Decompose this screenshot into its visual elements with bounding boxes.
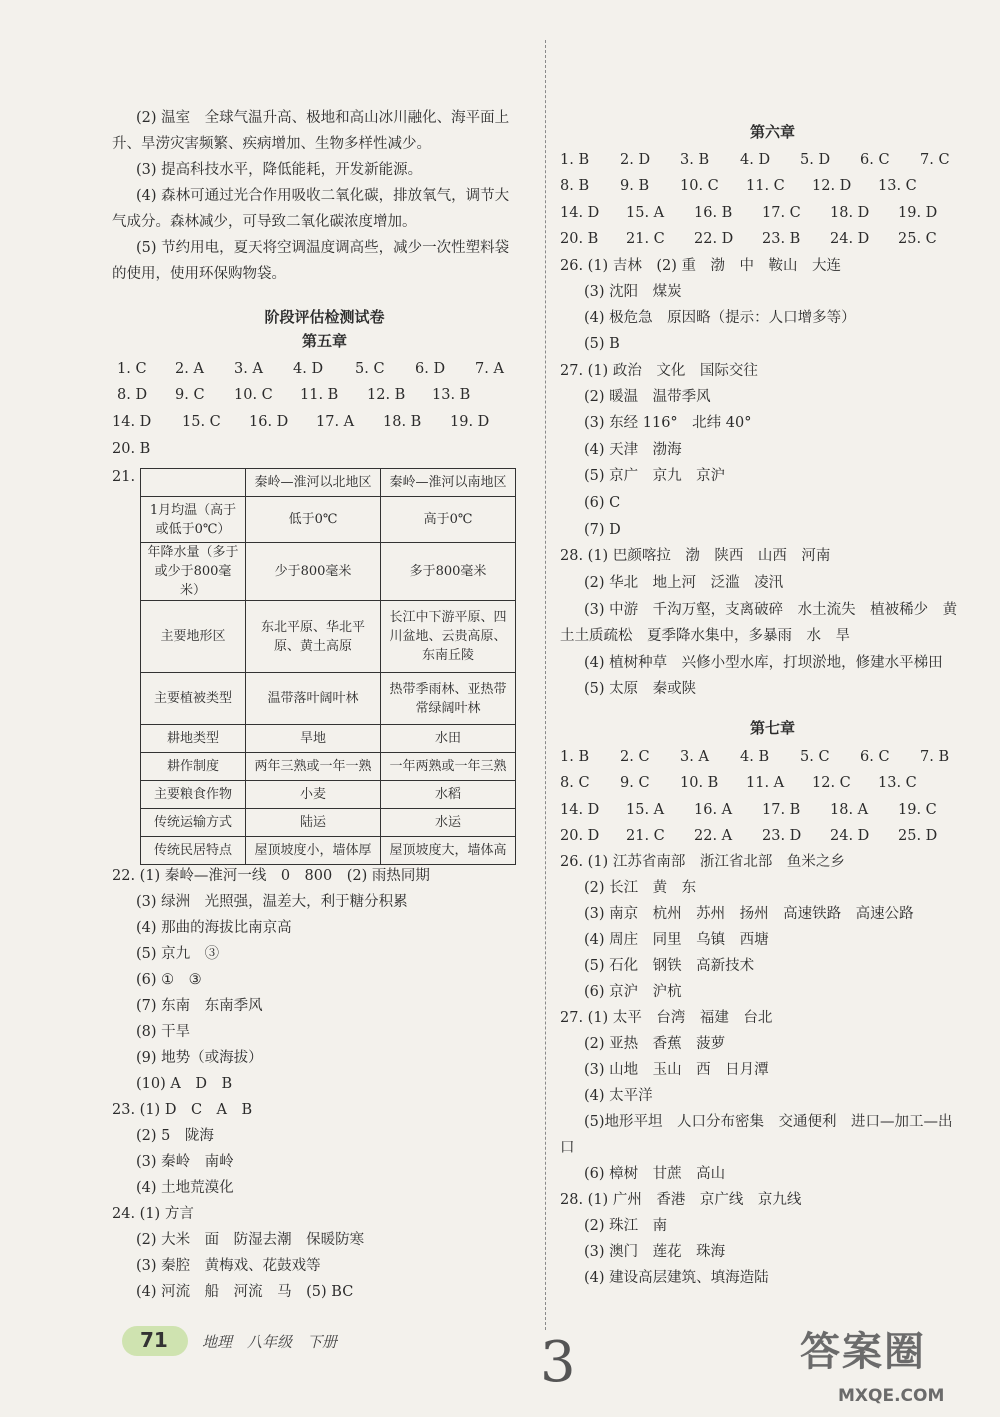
answer-line: (5) 节约用电，夏天将空调温度调高些，减少一次性塑料袋 [136, 240, 510, 256]
answer-line: (6) ① ③ [136, 972, 202, 988]
mc-answer: 19. C [898, 802, 937, 818]
mc-answer: 25. D [898, 828, 938, 844]
table-row [141, 837, 516, 865]
page-number: 71 [140, 1328, 168, 1352]
table-cell: 少于800毫米 [246, 543, 381, 601]
mc-answer: 22. D [694, 231, 734, 247]
answer-line: 气成分。森林减少，可导致二氧化碳浓度增加。 [112, 214, 417, 230]
table-cell: 秦岭—淮河以南地区 [381, 469, 516, 497]
answer-line: (3) 秦腔 黄梅戏、花鼓戏等 [136, 1258, 321, 1274]
table-cell: 热带季雨林、亚热带常绿阔叶林 [381, 673, 516, 725]
mc-answer: 22. A [694, 828, 733, 844]
answer-line: 26. (1) 吉林 (2) 重 渤 中 鞍山 大连 [560, 258, 841, 274]
mc-answer: 24. D [830, 231, 870, 247]
mc-answer: 20. D [560, 828, 600, 844]
mc-answer: 20. B [112, 441, 151, 457]
mc-answer: 9. B [620, 178, 650, 194]
answer-line: (5)地形平坦 人口分布密集 交通便利 进口—加工—出 [584, 1114, 953, 1130]
answer-line: (4) 植树种草 兴修小型水库，打坝淤地，修建水平梯田 [584, 655, 943, 671]
table-cell: 1月均温（高于或低于0℃） [141, 497, 246, 543]
answer-line: (4) 土地荒漠化 [136, 1180, 234, 1196]
mc-answer: 2. C [620, 749, 650, 765]
mc-answer: 9. C [620, 775, 650, 791]
answer-line: 升、旱涝灾害频繁、疾病增加、生物多样性减少。 [112, 136, 431, 152]
mc-answer: 18. A [830, 802, 869, 818]
mc-answer: 14. D [112, 414, 152, 430]
answer-line: (9) 地势（或海拔） [136, 1050, 263, 1066]
answer-line: (3) 东经 116° 北纬 40° [584, 415, 752, 431]
mc-answer: 5. D [800, 152, 831, 168]
answer-line: 27. (1) 政治 文化 国际交往 [560, 363, 758, 379]
answer-line: (4) 那曲的海拔比南京高 [136, 920, 292, 936]
answer-line: (2) 温室 全球气温升高、极地和高山冰川融化、海平面上 [136, 110, 510, 126]
mc-answer: 5. C [355, 361, 385, 377]
mc-answer: 11. C [746, 178, 785, 194]
answer-line: (5) B [584, 336, 620, 352]
answer-line: (3) 澳门 莲花 珠海 [584, 1244, 726, 1260]
answer-line: (2) 华北 地上河 泛滥 凌汛 [584, 575, 784, 591]
mc-answer: 20. B [560, 231, 599, 247]
table-header-row [141, 469, 516, 497]
answer-line: (10) A D B [136, 1076, 233, 1092]
answer-line: 27. (1) 太平 台湾 福建 台北 [560, 1010, 773, 1026]
answer-line: 土土质疏松 夏季降水集中，多暴雨 水 旱 [560, 628, 850, 644]
table-cell: 水运 [381, 809, 516, 837]
answer-line: (2) 长江 黄 东 [584, 880, 697, 896]
answer-line: (2) 亚热 香蕉 菠萝 [584, 1036, 726, 1052]
mc-answer: 12. B [367, 387, 406, 403]
mc-answer: 1. C [117, 361, 147, 377]
table-cell: 主要地形区 [141, 601, 246, 673]
mc-answer: 5. C [800, 749, 830, 765]
mc-answer: 3. A [680, 749, 709, 765]
answer-line: (2) 5 陇海 [136, 1128, 214, 1144]
mc-answer: 18. B [383, 414, 422, 430]
mc-answer: 2. A [175, 361, 204, 377]
answer-line: (3) 山地 玉山 西 日月潭 [584, 1062, 769, 1078]
book-subject: 地理 八年级 下册 [202, 1333, 338, 1351]
answer-line: (6) C [584, 495, 621, 511]
answer-line: (2) 珠江 南 [584, 1218, 668, 1234]
answer-line: (4) 极危急 原因略（提示：人口增多等） [584, 310, 856, 326]
mc-answer: 4. D [293, 361, 324, 377]
table-cell: 主要粮食作物 [141, 781, 246, 809]
mc-answer: 10. C [680, 178, 719, 194]
table-cell: 小麦 [246, 781, 381, 809]
mc-answer: 16. B [694, 205, 733, 221]
table-row [141, 725, 516, 753]
table-cell: 耕地类型 [141, 725, 246, 753]
answer-line: (4) 太平洋 [584, 1088, 653, 1104]
mc-answer: 11. B [300, 387, 339, 403]
table-cell: 陆运 [246, 809, 381, 837]
table-row [141, 543, 516, 601]
answer-line: 的使用，使用环保购物袋。 [112, 266, 286, 282]
table-cell: 一年两熟或一年三熟 [381, 753, 516, 781]
mc-answer: 8. D [117, 387, 148, 403]
table-cell: 传统运输方式 [141, 809, 246, 837]
mc-answer: 13. B [432, 387, 471, 403]
answer-line: (6) 樟树 甘蔗 高山 [584, 1166, 726, 1182]
mc-answer: 4. D [740, 152, 771, 168]
table-row [141, 753, 516, 781]
answer-line: (3) 中游 千沟万壑，支离破碎 水土流失 植被稀少 黄 [584, 602, 958, 618]
table-cell: 耕作制度 [141, 753, 246, 781]
handwritten-mark: 3 [540, 1330, 576, 1395]
table-cell: 水田 [381, 725, 516, 753]
answer-line: (3) 绿洲 光照强，温差大，利于糖分积累 [136, 894, 408, 910]
section-title: 阶段评估检测试卷 [264, 308, 385, 326]
answer-line: (3) 南京 杭州 苏州 扬州 高速铁路 高速公路 [584, 906, 914, 922]
table-cell: 旱地 [246, 725, 381, 753]
mc-answer: 15. A [626, 205, 665, 221]
mc-answer: 14. D [560, 802, 600, 818]
mc-answer: 10. C [234, 387, 273, 403]
answer-line: (6) 京沪 沪杭 [584, 984, 682, 1000]
table-cell: 长江中下游平原、四川盆地、云贵高原、东南丘陵 [381, 601, 516, 673]
mc-answer: 21. C [626, 231, 665, 247]
answer-line: 28. (1) 巴颜喀拉 渤 陕西 山西 河南 [560, 548, 831, 564]
table-cell: 高于0℃ [381, 497, 516, 543]
answer-line: (2) 大米 面 防湿去潮 保暖防寒 [136, 1232, 365, 1248]
mc-answer: 23. D [762, 828, 802, 844]
answer-line: (7) D [584, 522, 621, 538]
mc-answer: 10. B [680, 775, 719, 791]
mc-answer: 6. C [860, 152, 890, 168]
mc-answer: 3. B [680, 152, 710, 168]
mc-answer: 13. C [878, 178, 917, 194]
table-cell: 屋顶坡度大，墙体高 [381, 837, 516, 865]
mc-answer: 13. C [878, 775, 917, 791]
answer-line: 28. (1) 广州 香港 京广线 京九线 [560, 1192, 802, 1208]
mc-answer: 15. C [182, 414, 221, 430]
answer-line: (7) 东南 东南季风 [136, 998, 263, 1014]
table-row [141, 673, 516, 725]
mc-answer: 21. C [626, 828, 665, 844]
mc-answer: 17. C [762, 205, 801, 221]
table-cell: 主要植被类型 [141, 673, 246, 725]
answer-line: (5) 京广 京九 京沪 [584, 468, 726, 484]
mc-answer: 15. A [626, 802, 665, 818]
table-cell: 温带落叶阔叶林 [246, 673, 381, 725]
mc-answer: 4. B [740, 749, 770, 765]
mc-answer: 17. B [762, 802, 801, 818]
mc-answer: 1. B [560, 152, 590, 168]
answer-line: 口 [560, 1140, 575, 1156]
mc-answer: 7. B [920, 749, 950, 765]
answer-line: (2) 暖温 温带季风 [584, 389, 711, 405]
answer-line: (3) 秦岭 南岭 [136, 1154, 234, 1170]
table-cell: 秦岭—淮河以北地区 [246, 469, 381, 497]
table-cell [141, 469, 246, 497]
mc-answer: 16. D [249, 414, 289, 430]
mc-answer: 16. A [694, 802, 733, 818]
mc-answer: 7. A [475, 361, 504, 377]
answer-line: (3) 沈阳 煤炭 [584, 284, 682, 300]
chapter-title: 第五章 [301, 332, 347, 350]
mc-answer: 1. B [560, 749, 590, 765]
table-cell: 水稻 [381, 781, 516, 809]
table-row [141, 497, 516, 543]
answer-line: (3) 提高科技水平，降低能耗，开发新能源。 [136, 162, 423, 178]
answer-line: (5) 石化 钢铁 高新技术 [584, 958, 755, 974]
table-row [141, 781, 516, 809]
answer-line: (4) 河流 船 河流 马 (5) BC [136, 1284, 354, 1300]
chapter-title: 第七章 [749, 719, 795, 737]
question-number: 21. [112, 469, 136, 485]
answer-line: (8) 干旱 [136, 1024, 191, 1040]
table-cell: 东北平原、华北平原、黄土高原 [246, 601, 381, 673]
watermark-url: MXQE.COM [838, 1386, 945, 1406]
mc-answer: 2. D [620, 152, 651, 168]
mc-answer: 17. A [316, 414, 355, 430]
mc-answer: 19. D [898, 205, 938, 221]
mc-answer: 24. D [830, 828, 870, 844]
answer-line: (4) 天津 渤海 [584, 442, 682, 458]
mc-answer: 3. A [234, 361, 263, 377]
mc-answer: 25. C [898, 231, 937, 247]
answer-line: (4) 周庄 同里 乌镇 西塘 [584, 932, 769, 948]
mc-answer: 14. D [560, 205, 600, 221]
mc-answer: 12. C [812, 775, 851, 791]
mc-answer: 18. D [830, 205, 870, 221]
table-cell: 两年三熟或一年一熟 [246, 753, 381, 781]
mc-answer: 7. C [920, 152, 950, 168]
mc-answer: 12. D [812, 178, 852, 194]
answer-line: (4) 建设高层建筑、填海造陆 [584, 1270, 769, 1286]
table-cell: 多于800毫米 [381, 543, 516, 601]
answer-line: 23. (1) D C A B [112, 1102, 253, 1118]
comparison-table [140, 468, 516, 865]
answer-line: (5) 太原 秦或陕 [584, 681, 697, 697]
table-cell: 传统民居特点 [141, 837, 246, 865]
table-cell: 屋顶坡度小，墙体厚 [246, 837, 381, 865]
mc-answer: 23. B [762, 231, 801, 247]
mc-answer: 11. A [746, 775, 785, 791]
table-cell: 低于0℃ [246, 497, 381, 543]
watermark-logo: 答案圈 [800, 1329, 926, 1375]
answer-line: 22. (1) 秦岭—淮河一线 0 800 (2) 雨热同期 [112, 868, 430, 884]
mc-answer: 8. C [560, 775, 590, 791]
column-divider [545, 40, 546, 1330]
answer-line: (4) 森林可通过光合作用吸收二氧化碳，排放氧气，调节大 [136, 188, 510, 204]
mc-answer: 19. D [450, 414, 490, 430]
mc-answer: 6. C [860, 749, 890, 765]
table-row [141, 601, 516, 673]
table-row [141, 809, 516, 837]
mc-answer: 8. B [560, 178, 590, 194]
table-cell: 年降水量（多于或少于800毫米） [141, 543, 246, 601]
answer-line: 26. (1) 江苏省南部 浙江省北部 鱼米之乡 [560, 854, 845, 870]
chapter-title: 第六章 [749, 123, 795, 141]
mc-answer: 9. C [175, 387, 205, 403]
answer-line: 24. (1) 方言 [112, 1206, 194, 1222]
mc-answer: 6. D [415, 361, 446, 377]
answer-line: (5) 京九 ③ [136, 946, 220, 962]
